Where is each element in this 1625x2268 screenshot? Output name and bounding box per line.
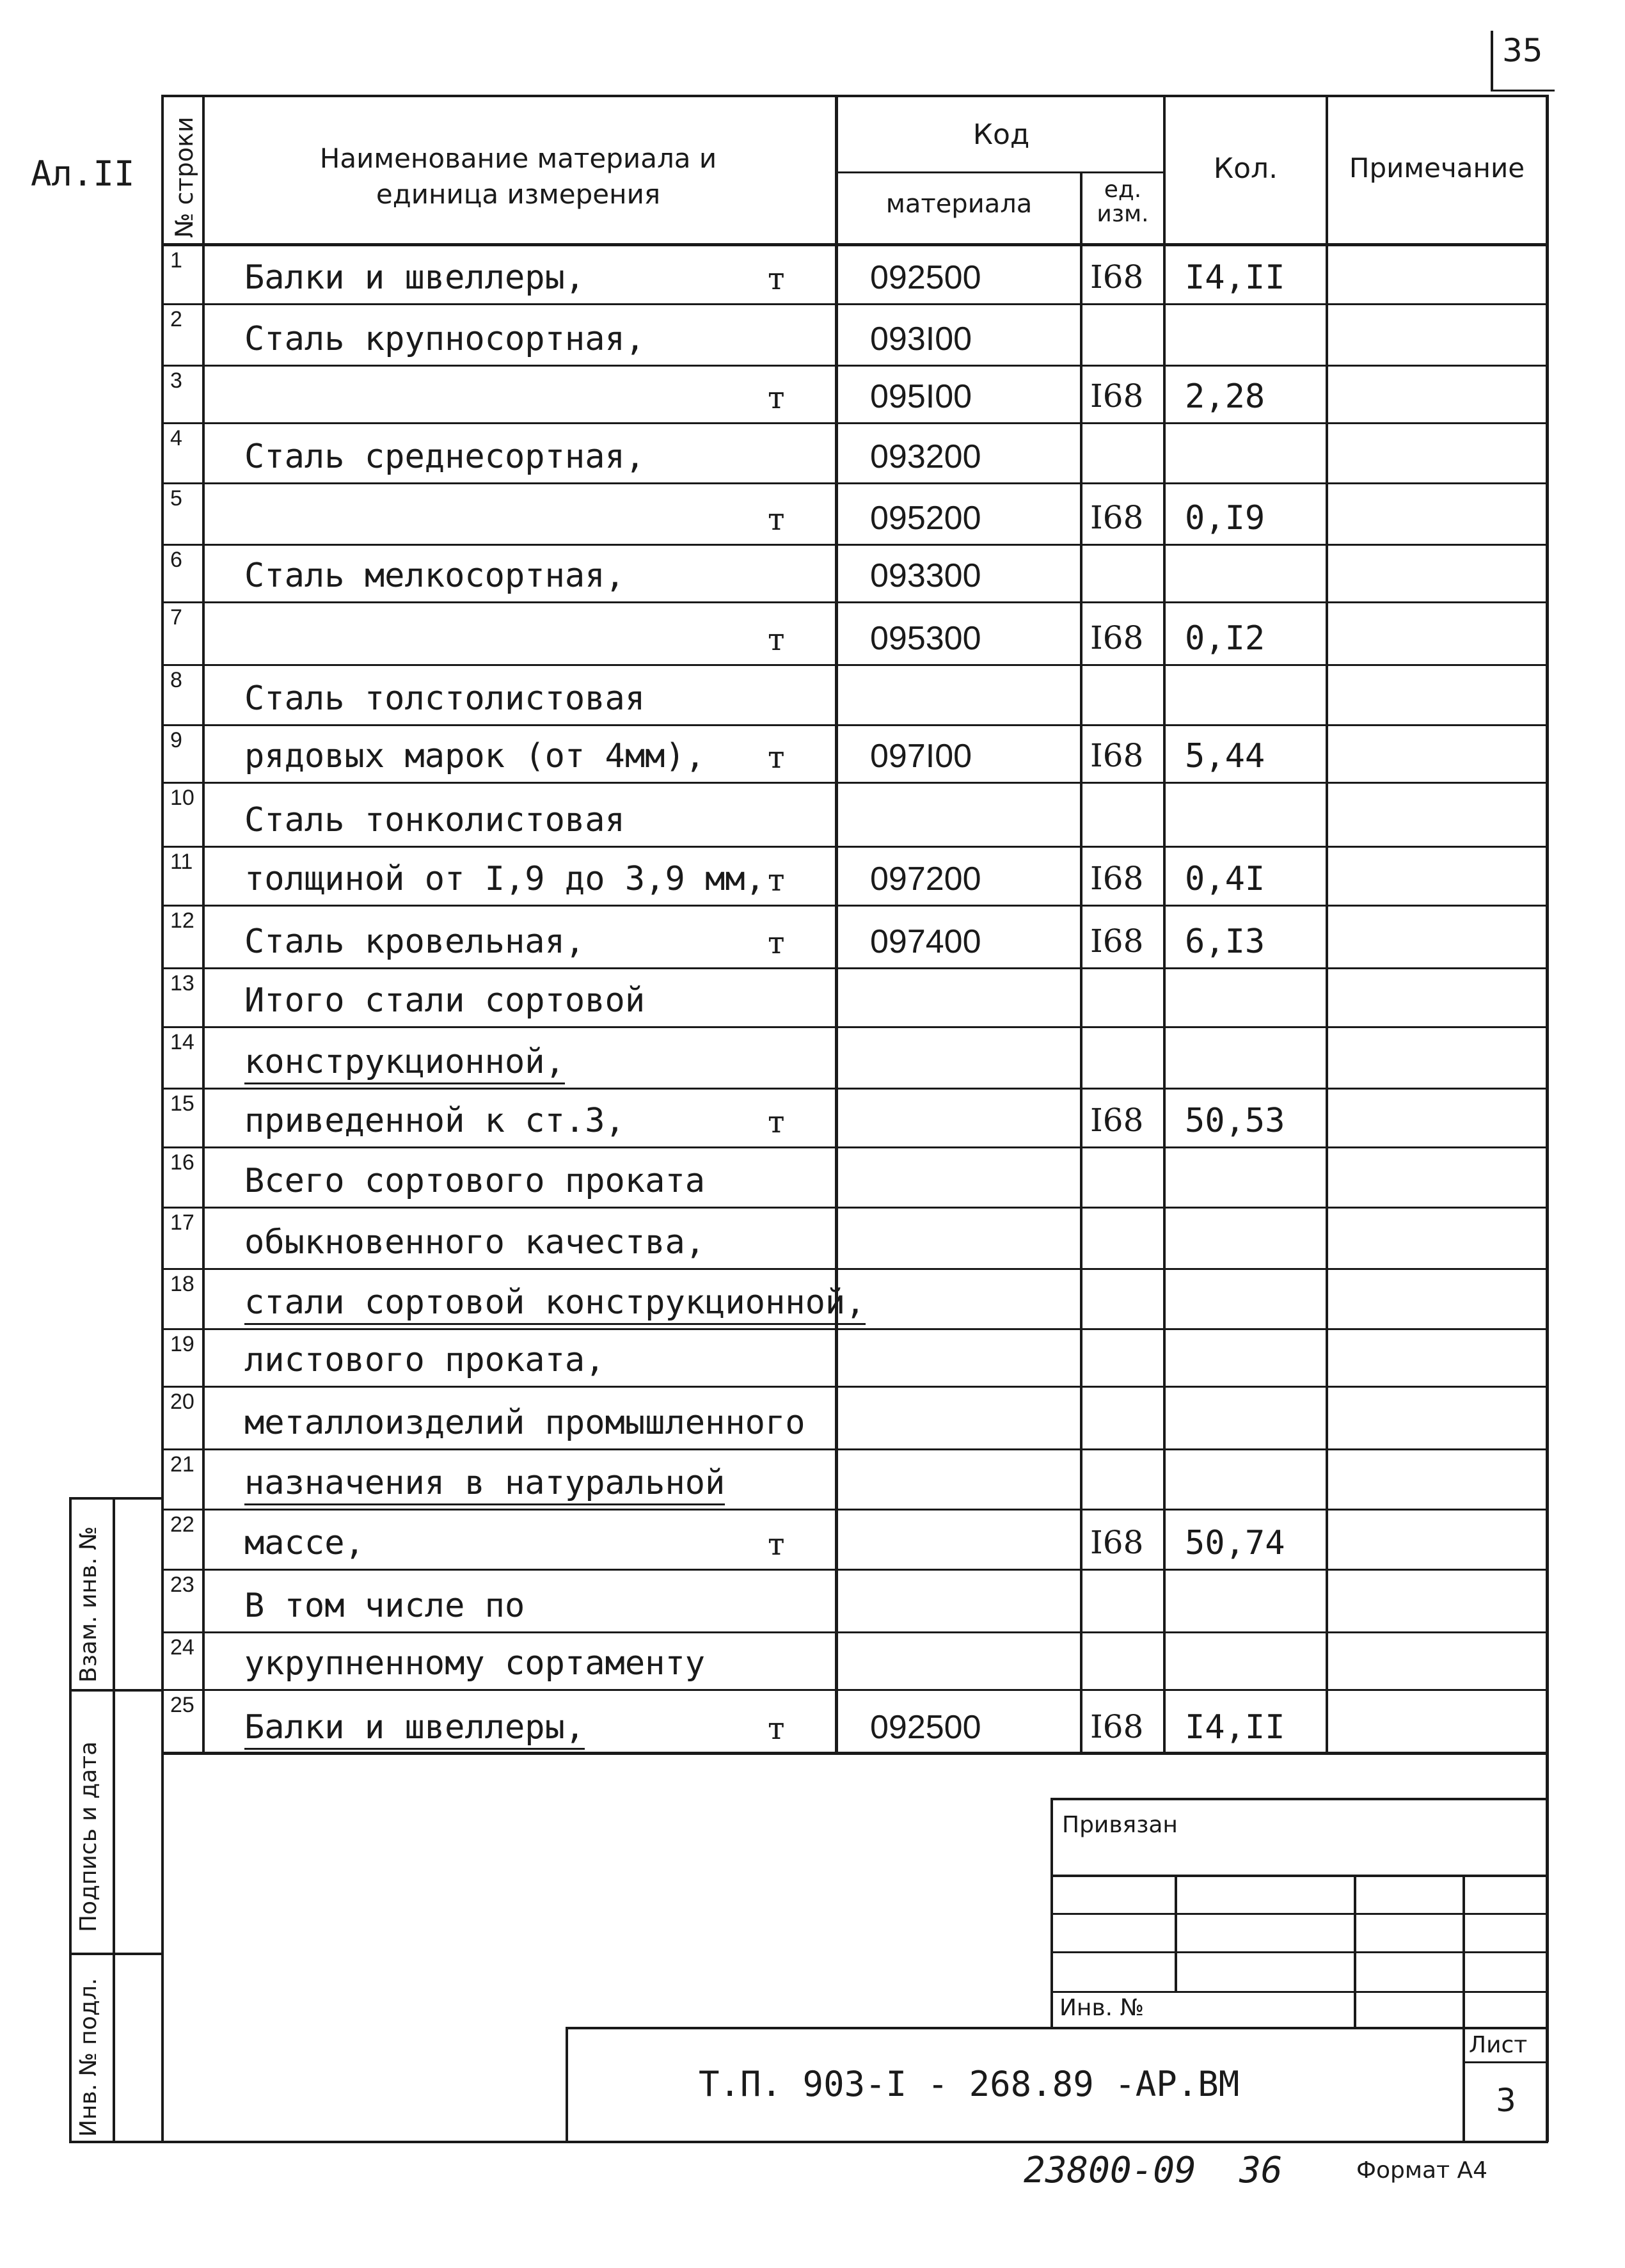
header-code-material: материала	[885, 189, 1033, 219]
row-number: 3	[170, 369, 182, 393]
row-number: 7	[170, 605, 182, 630]
quantity: I4,II	[1185, 1708, 1285, 1747]
material-code: 095200	[870, 500, 981, 537]
material-code: 093200	[870, 438, 981, 475]
footer-number: 23800-09 36	[1024, 2150, 1283, 2191]
material-code: 097400	[870, 923, 981, 960]
unit-of-measure: т	[768, 1527, 785, 1562]
row-number: 10	[170, 786, 194, 810]
material-name: рядовых марок (от 4мм),	[244, 737, 706, 775]
row-number: 5	[170, 486, 182, 511]
row-number: 14	[170, 1030, 194, 1054]
quantity: 0,4I	[1185, 860, 1265, 898]
row-number: 24	[170, 1635, 194, 1660]
quantity: 5,44	[1185, 737, 1265, 775]
row-number: 13	[170, 971, 194, 995]
unit-code: I68	[1090, 258, 1144, 296]
material-name: стали сортовой конструкционной,	[244, 1283, 866, 1325]
stamp-list-label: Лист	[1469, 2032, 1528, 2058]
unit-of-measure: т	[768, 1711, 785, 1747]
material-code: 092500	[870, 259, 981, 296]
row-number: 15	[170, 1091, 194, 1116]
quantity: 0,I9	[1185, 499, 1265, 537]
page-number: 35	[1502, 32, 1543, 69]
unit-code: I68	[1090, 923, 1144, 960]
quantity: 6,I3	[1185, 923, 1265, 961]
header-code: Код	[972, 118, 1030, 151]
quantity: 50,74	[1185, 1524, 1285, 1562]
unit-of-measure: т	[768, 740, 785, 775]
header-name: Наименование материала и единица измерения	[319, 143, 717, 210]
material-name: приведенной к ст.3,	[244, 1102, 625, 1140]
material-name: Балки и швеллеры,	[244, 258, 585, 297]
material-name: назначения в натуральной	[244, 1464, 725, 1505]
unit-of-measure: т	[768, 380, 785, 416]
material-name: Балки и швеллеры,	[244, 1708, 585, 1750]
material-code: 092500	[870, 1709, 981, 1746]
row-number: 23	[170, 1573, 194, 1597]
material-name: Сталь мелкосортная,	[244, 557, 625, 595]
stamp-privyazan: Привязан	[1062, 1812, 1178, 1838]
row-number: 6	[170, 548, 182, 572]
unit-code: I68	[1090, 1102, 1144, 1139]
row-number: 22	[170, 1512, 194, 1537]
quantity: 50,53	[1185, 1102, 1285, 1140]
material-name: обыкновенного качества,	[244, 1223, 706, 1262]
material-name: Всего сортового проката	[244, 1162, 706, 1200]
quantity: 2,28	[1185, 377, 1265, 416]
unit-code: I68	[1090, 377, 1144, 415]
material-name: толщиной от I,9 до 3,9 мм,	[244, 860, 765, 898]
stamp-inv-no: Инв. №	[1059, 1995, 1145, 2021]
unit-code: I68	[1090, 619, 1144, 656]
header-code-unit: ед. изм.	[1097, 177, 1149, 227]
material-name: Сталь тонколистовая	[244, 801, 625, 839]
header-note: Примечание	[1349, 152, 1525, 184]
material-code: 095300	[870, 620, 981, 657]
unit-code: I68	[1090, 499, 1144, 536]
side-inv-podl: Инв. № подл.	[75, 1978, 102, 2137]
row-number: 11	[170, 850, 193, 874]
material-name: листового проката,	[244, 1341, 605, 1379]
unit-of-measure: т	[768, 261, 785, 297]
material-code: 093300	[870, 557, 981, 594]
unit-of-measure: т	[768, 622, 785, 658]
unit-code: I68	[1090, 860, 1144, 897]
row-number: 12	[170, 908, 194, 933]
unit-code: I68	[1090, 1524, 1144, 1561]
row-number: 21	[170, 1452, 194, 1477]
material-code: 093I00	[870, 321, 972, 358]
material-name: Сталь толстолистовая	[244, 679, 646, 718]
side-podpis-data: Подпись и дата	[75, 1741, 102, 1932]
material-name: Итого стали сортовой	[244, 981, 646, 1020]
row-number: 9	[170, 728, 182, 752]
header-qty: Кол.	[1213, 152, 1278, 185]
row-number: 19	[170, 1332, 194, 1356]
material-code: 097I00	[870, 738, 972, 775]
header-row-number: № строки	[170, 116, 198, 238]
material-name: укрупненному сортаменту	[244, 1644, 706, 1683]
unit-of-measure: т	[768, 502, 785, 537]
material-name: В том числе по	[244, 1587, 525, 1625]
side-vzam-inv: Взам. инв. №	[75, 1526, 102, 1683]
unit-code: I68	[1090, 1708, 1144, 1745]
material-name: Сталь среднесортная,	[244, 438, 646, 476]
row-number: 4	[170, 426, 182, 450]
row-number: 17	[170, 1210, 194, 1235]
unit-of-measure: т	[768, 862, 785, 898]
unit-code: I68	[1090, 737, 1144, 774]
row-number: 25	[170, 1693, 194, 1717]
material-name: массе,	[244, 1524, 365, 1562]
material-name: Сталь крупносортная,	[244, 320, 646, 358]
row-number: 16	[170, 1150, 194, 1175]
unit-of-measure: т	[768, 1104, 785, 1140]
document-code: Т.П. 903-I - 268.89 -АР.ВМ	[699, 2064, 1240, 2104]
footer-format: Формат А4	[1356, 2157, 1488, 2184]
material-name: конструкционной,	[244, 1043, 565, 1084]
sheet-label: Ал.II	[31, 154, 135, 194]
row-number: 20	[170, 1390, 194, 1414]
unit-of-measure: т	[768, 925, 785, 961]
quantity: 0,I2	[1185, 619, 1265, 658]
material-name: металлоизделий промышленного	[244, 1404, 805, 1442]
material-name: Сталь кровельная,	[244, 923, 585, 961]
row-number: 1	[170, 248, 182, 273]
material-code: 097200	[870, 860, 981, 898]
row-number: 18	[170, 1272, 194, 1296]
row-number: 8	[170, 668, 182, 692]
quantity: I4,II	[1185, 258, 1285, 297]
stamp-list-value: 3	[1496, 2082, 1516, 2119]
row-number: 2	[170, 307, 182, 331]
material-code: 095I00	[870, 378, 972, 415]
